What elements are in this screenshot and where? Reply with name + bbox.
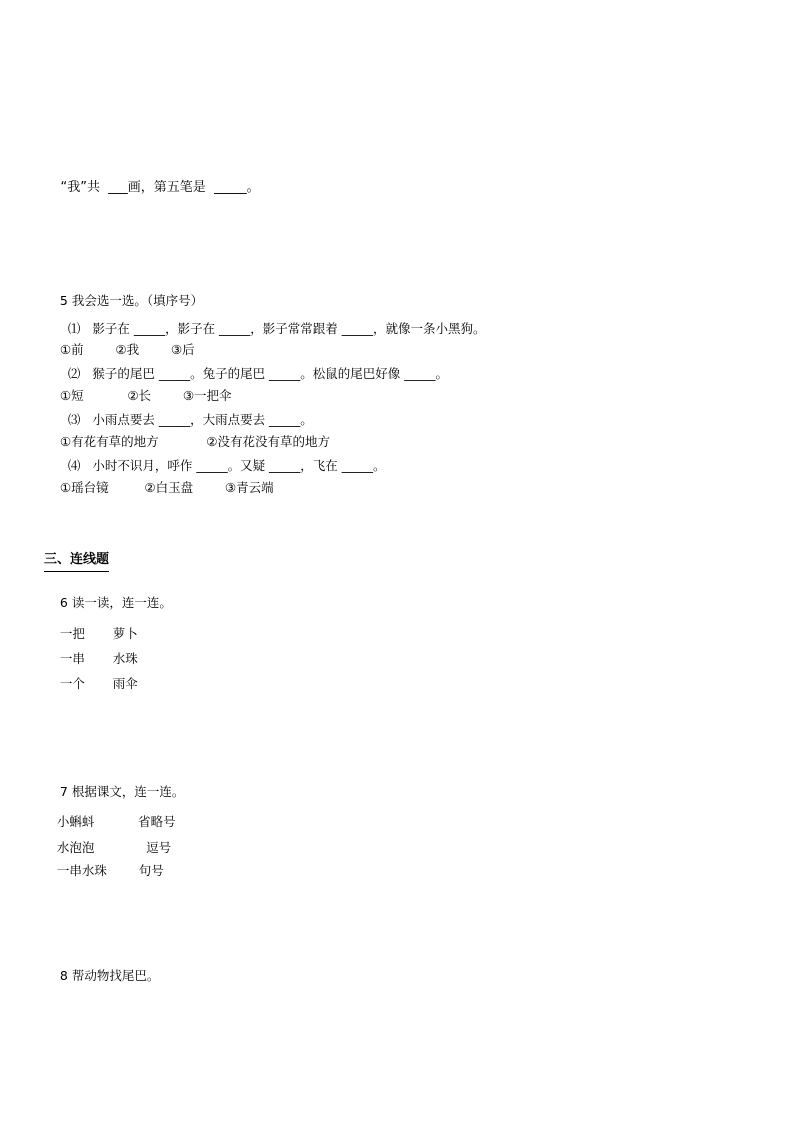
item-2-text: 猴子的尾巴 _____。兔子的尾巴 _____。松鼠的尾巴好像 _____。 [92, 366, 449, 381]
item-2-options-text: ①短 ②长 ③一把伞 [59, 388, 232, 403]
q1-text-end: 。 [246, 180, 260, 195]
question-1-line [44, 155, 260, 221]
item-3-label: ⑶ [67, 412, 81, 427]
q7-row-3-left: 一串水珠 [56, 863, 107, 878]
item-4-text: 小时不识月，呼作 _____。又疑 _____，飞在 _____。 [92, 458, 386, 473]
q6-row-1-left: 一把 [59, 626, 85, 641]
q7-row-3-right: 句号 [138, 863, 164, 878]
question-6-row-3 [44, 646, 138, 721]
q6-row-3-left: 一个 [59, 676, 85, 691]
question-6-number: 6 [59, 595, 68, 610]
item-3-options-text: ①有花有草的地方 ②没有花没有草的地方 [59, 434, 330, 449]
q1-text-before: “我”共 [60, 180, 101, 195]
section-3-heading-text: 三、连线题 [44, 550, 109, 572]
question-5-number: 5 [59, 293, 68, 308]
q6-row-2-right: 水珠 [112, 651, 138, 666]
item-4-options-text: ①瑶台镜 ②白玉盘 ③青云端 [59, 480, 274, 495]
q6-row-3-right: 雨伞 [112, 676, 138, 691]
question-7-number: 7 [59, 784, 68, 799]
item-1-text: 影子在 _____，影子在 _____，影子常常跟着 _____，就像一条小黑狗。 [92, 321, 486, 336]
q6-row-1-right: 萝卜 [112, 626, 138, 641]
question-7-row-3 [41, 832, 164, 910]
question-8-number: 8 [59, 968, 68, 983]
q7-row-1-right: 省略号 [138, 814, 176, 829]
item-1-options-text: ①前 ②我 ③后 [59, 342, 195, 357]
q1-blank-1: ___ [108, 180, 128, 195]
q7-row-1-left: 小蝌蚪 [56, 814, 95, 829]
q1-text-mid: 画，第五笔是 [127, 180, 206, 195]
item-4-label: ⑷ [67, 458, 81, 473]
question-7-title-text: 根据课文，连一连。 [71, 784, 185, 799]
q7-row-2-left: 水泡泡 [56, 840, 95, 855]
question-5-item-4-options [44, 456, 274, 519]
item-3-text: 小雨点要去 _____，大雨点要去 _____。 [92, 412, 313, 427]
section-3-heading [44, 548, 109, 572]
q1-blank-2: _____ [214, 180, 247, 195]
q7-row-2-right: 逗号 [146, 840, 172, 855]
item-1-label: ⑴ [67, 321, 81, 336]
q6-row-2-left: 一串 [59, 651, 85, 666]
item-2-label: ⑵ [67, 366, 81, 381]
question-8-title-text: 帮动物找尾巴。 [71, 968, 160, 983]
question-8-title [44, 944, 159, 1007]
question-5-title-text: 我会选一选。（填序号） [71, 293, 204, 308]
question-6-title-text: 读一读，连一连。 [71, 595, 172, 610]
